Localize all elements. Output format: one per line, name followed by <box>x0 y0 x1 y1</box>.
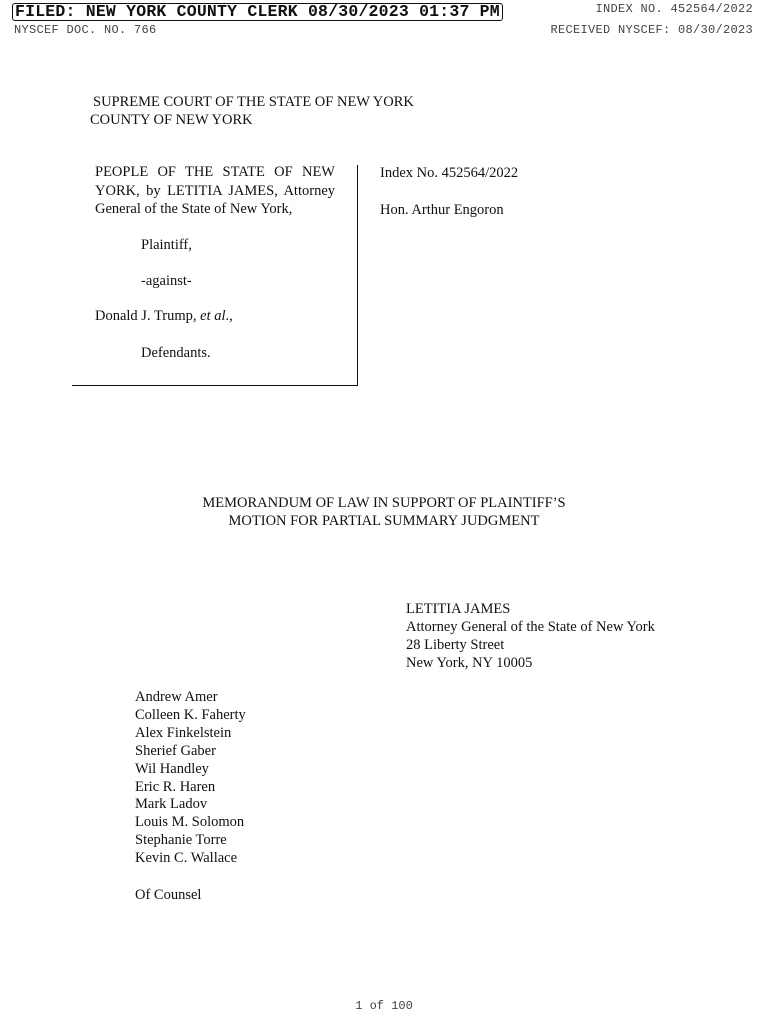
defendant-etal: et al <box>200 308 226 324</box>
counsel-name: Eric R. Haren <box>135 778 216 795</box>
court-county: COUNTY OF NEW YORK <box>90 112 253 128</box>
counsel-name: Kevin C. Wallace <box>135 850 238 867</box>
counsel-name: Stephanie Torre <box>135 832 227 849</box>
caption-judge: Hon. Arthur Engoron <box>380 202 504 218</box>
received-date: RECEIVED NYSCEF: 08/30/2023 <box>550 23 753 37</box>
court-name: SUPREME COURT OF THE STATE OF NEW YORK <box>93 94 414 110</box>
defendant-suffix: ., <box>225 308 233 324</box>
doc-number: NYSCEF DOC. NO. 766 <box>14 23 157 37</box>
caption-plaintiff-label: Plaintiff, <box>141 237 192 253</box>
document-title-line-1: MEMORANDUM OF LAW IN SUPPORT OF PLAINTIFF’S <box>202 495 566 511</box>
counsel-name: Andrew Amer <box>135 689 218 705</box>
ag-title: Attorney General of the State of New York <box>406 619 655 635</box>
of-counsel-label: Of Counsel <box>135 887 202 903</box>
counsel-name: Sherief Gaber <box>135 742 216 759</box>
counsel-name: Colleen K. Faherty <box>135 706 246 723</box>
caption-index-number: Index No. 452564/2022 <box>380 165 519 181</box>
caption-vertical-rule <box>357 165 358 386</box>
caption-defendant <box>95 307 233 325</box>
counsel-name: Louis M. Solomon <box>135 814 245 831</box>
counsel-list <box>135 689 246 868</box>
ag-name: LETITIA JAMES <box>406 601 511 617</box>
attorney-general-block <box>406 600 655 672</box>
caption-horizontal-rule <box>72 385 358 386</box>
counsel-name: Mark Ladov <box>135 796 208 813</box>
document-title-line-2: MOTION FOR PARTIAL SUMMARY JUDGMENT <box>228 513 540 529</box>
caption-plaintiff-party: PEOPLE OF THE STATE OF NEW YORK, by LETITIA JAMES, Attorney General of the State of New York, <box>95 164 335 217</box>
counsel-name: Alex Finkelstein <box>135 724 232 741</box>
caption-against: -against- <box>141 273 192 289</box>
page-counter: 1 of 100 <box>355 999 413 1013</box>
defendant-name: Donald J. Trump, <box>95 308 201 324</box>
caption-defendants-label: Defendants. <box>141 345 211 361</box>
ag-city: New York, NY 10005 <box>406 655 533 671</box>
header-index-number: INDEX NO. 452564/2022 <box>595 2 753 16</box>
ag-street: 28 Liberty Street <box>406 637 505 653</box>
counsel-name: Wil Handley <box>135 760 209 777</box>
filed-stamp: FILED: NEW YORK COUNTY CLERK 08/30/2023 01:37 PM <box>12 3 503 21</box>
